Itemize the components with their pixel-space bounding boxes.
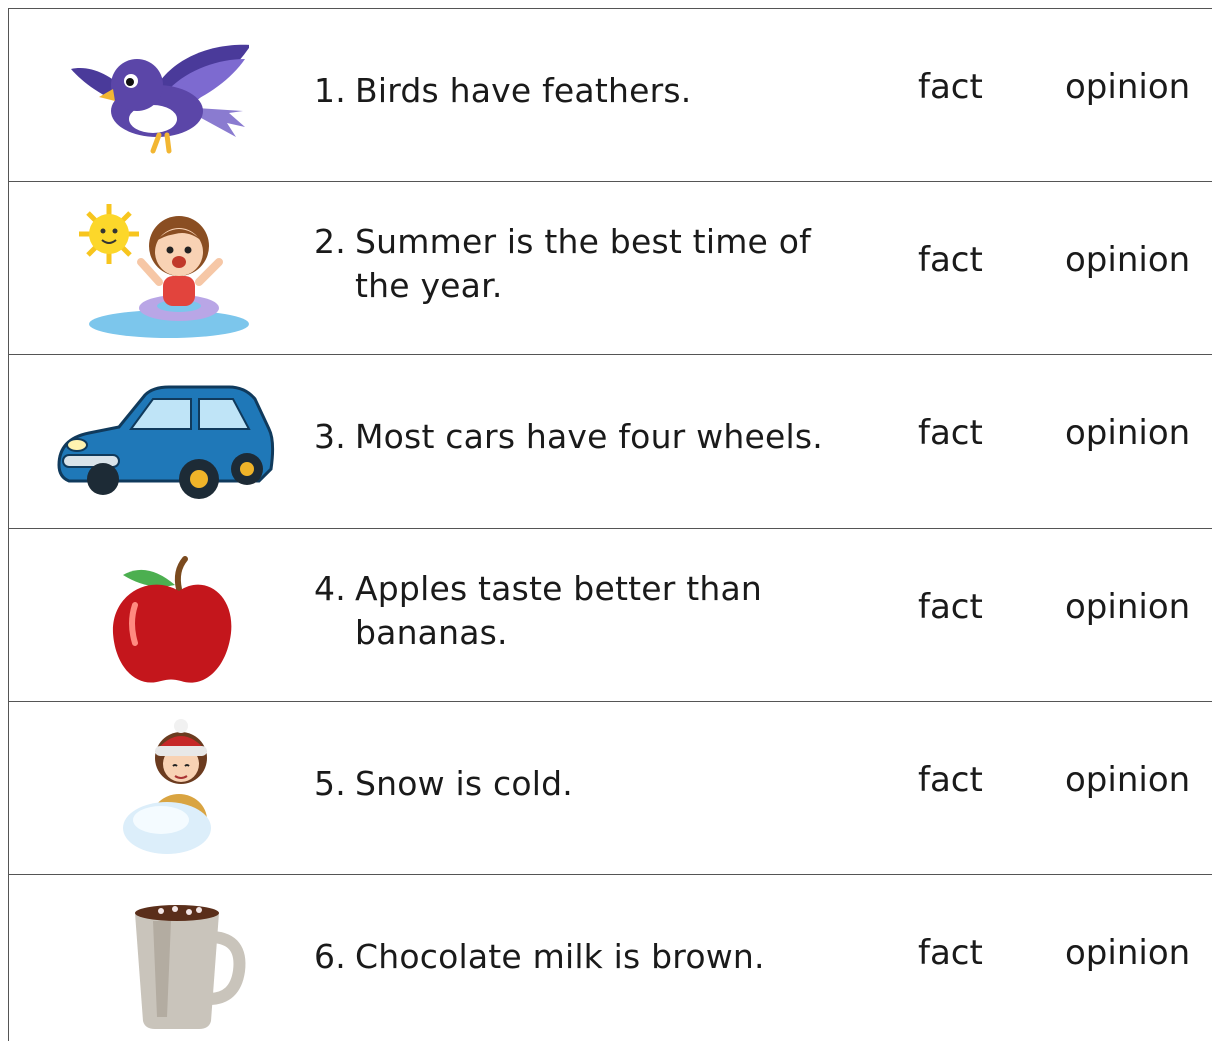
girl-swimming-sun-icon <box>49 196 249 340</box>
opinion-option[interactable]: opinion <box>1065 240 1191 280</box>
statement <box>314 567 854 655</box>
fact-option[interactable]: fact <box>918 413 983 453</box>
statement-text: Summer is the best time of <box>355 222 811 261</box>
worksheet-row <box>9 182 1212 354</box>
bird-icon <box>49 23 249 167</box>
car-icon <box>49 369 279 513</box>
worksheet-row <box>9 355 1212 527</box>
question-number: 6. <box>314 937 346 976</box>
fact-option[interactable]: fact <box>918 760 983 800</box>
statement <box>314 220 854 308</box>
statement-text: Birds have feathers. <box>355 71 692 110</box>
question-number: 1. <box>314 71 346 110</box>
statement <box>314 415 854 459</box>
fact-option[interactable]: fact <box>918 67 983 107</box>
statement-text: Chocolate milk is brown. <box>355 937 765 976</box>
fact-option[interactable]: fact <box>918 240 983 280</box>
question-number: 2. <box>314 222 346 261</box>
worksheet-row <box>9 9 1212 181</box>
statement <box>314 762 854 806</box>
question-number: 5. <box>314 764 346 803</box>
statement-text-continued: the year. <box>355 266 503 305</box>
question-number: 4. <box>314 569 346 608</box>
girl-snowball-icon <box>49 716 249 860</box>
opinion-option[interactable]: opinion <box>1065 67 1191 107</box>
worksheet-row <box>9 875 1212 1047</box>
mug-icon <box>49 889 249 1033</box>
statement-text-continued: bananas. <box>355 613 508 652</box>
statement-text: Most cars have four wheels. <box>355 417 823 456</box>
opinion-option[interactable]: opinion <box>1065 413 1191 453</box>
opinion-option[interactable]: opinion <box>1065 760 1191 800</box>
statement <box>314 935 854 979</box>
fact-option[interactable]: fact <box>918 587 983 627</box>
worksheet-row <box>9 529 1212 701</box>
fact-option[interactable]: fact <box>918 933 983 973</box>
statement-text: Apples taste better than <box>355 569 762 608</box>
statement <box>314 69 854 113</box>
statement-text: Snow is cold. <box>355 764 573 803</box>
apple-icon <box>49 543 249 687</box>
opinion-option[interactable]: opinion <box>1065 933 1191 973</box>
opinion-option[interactable]: opinion <box>1065 587 1191 627</box>
worksheet-row <box>9 702 1212 874</box>
question-number: 3. <box>314 417 346 456</box>
